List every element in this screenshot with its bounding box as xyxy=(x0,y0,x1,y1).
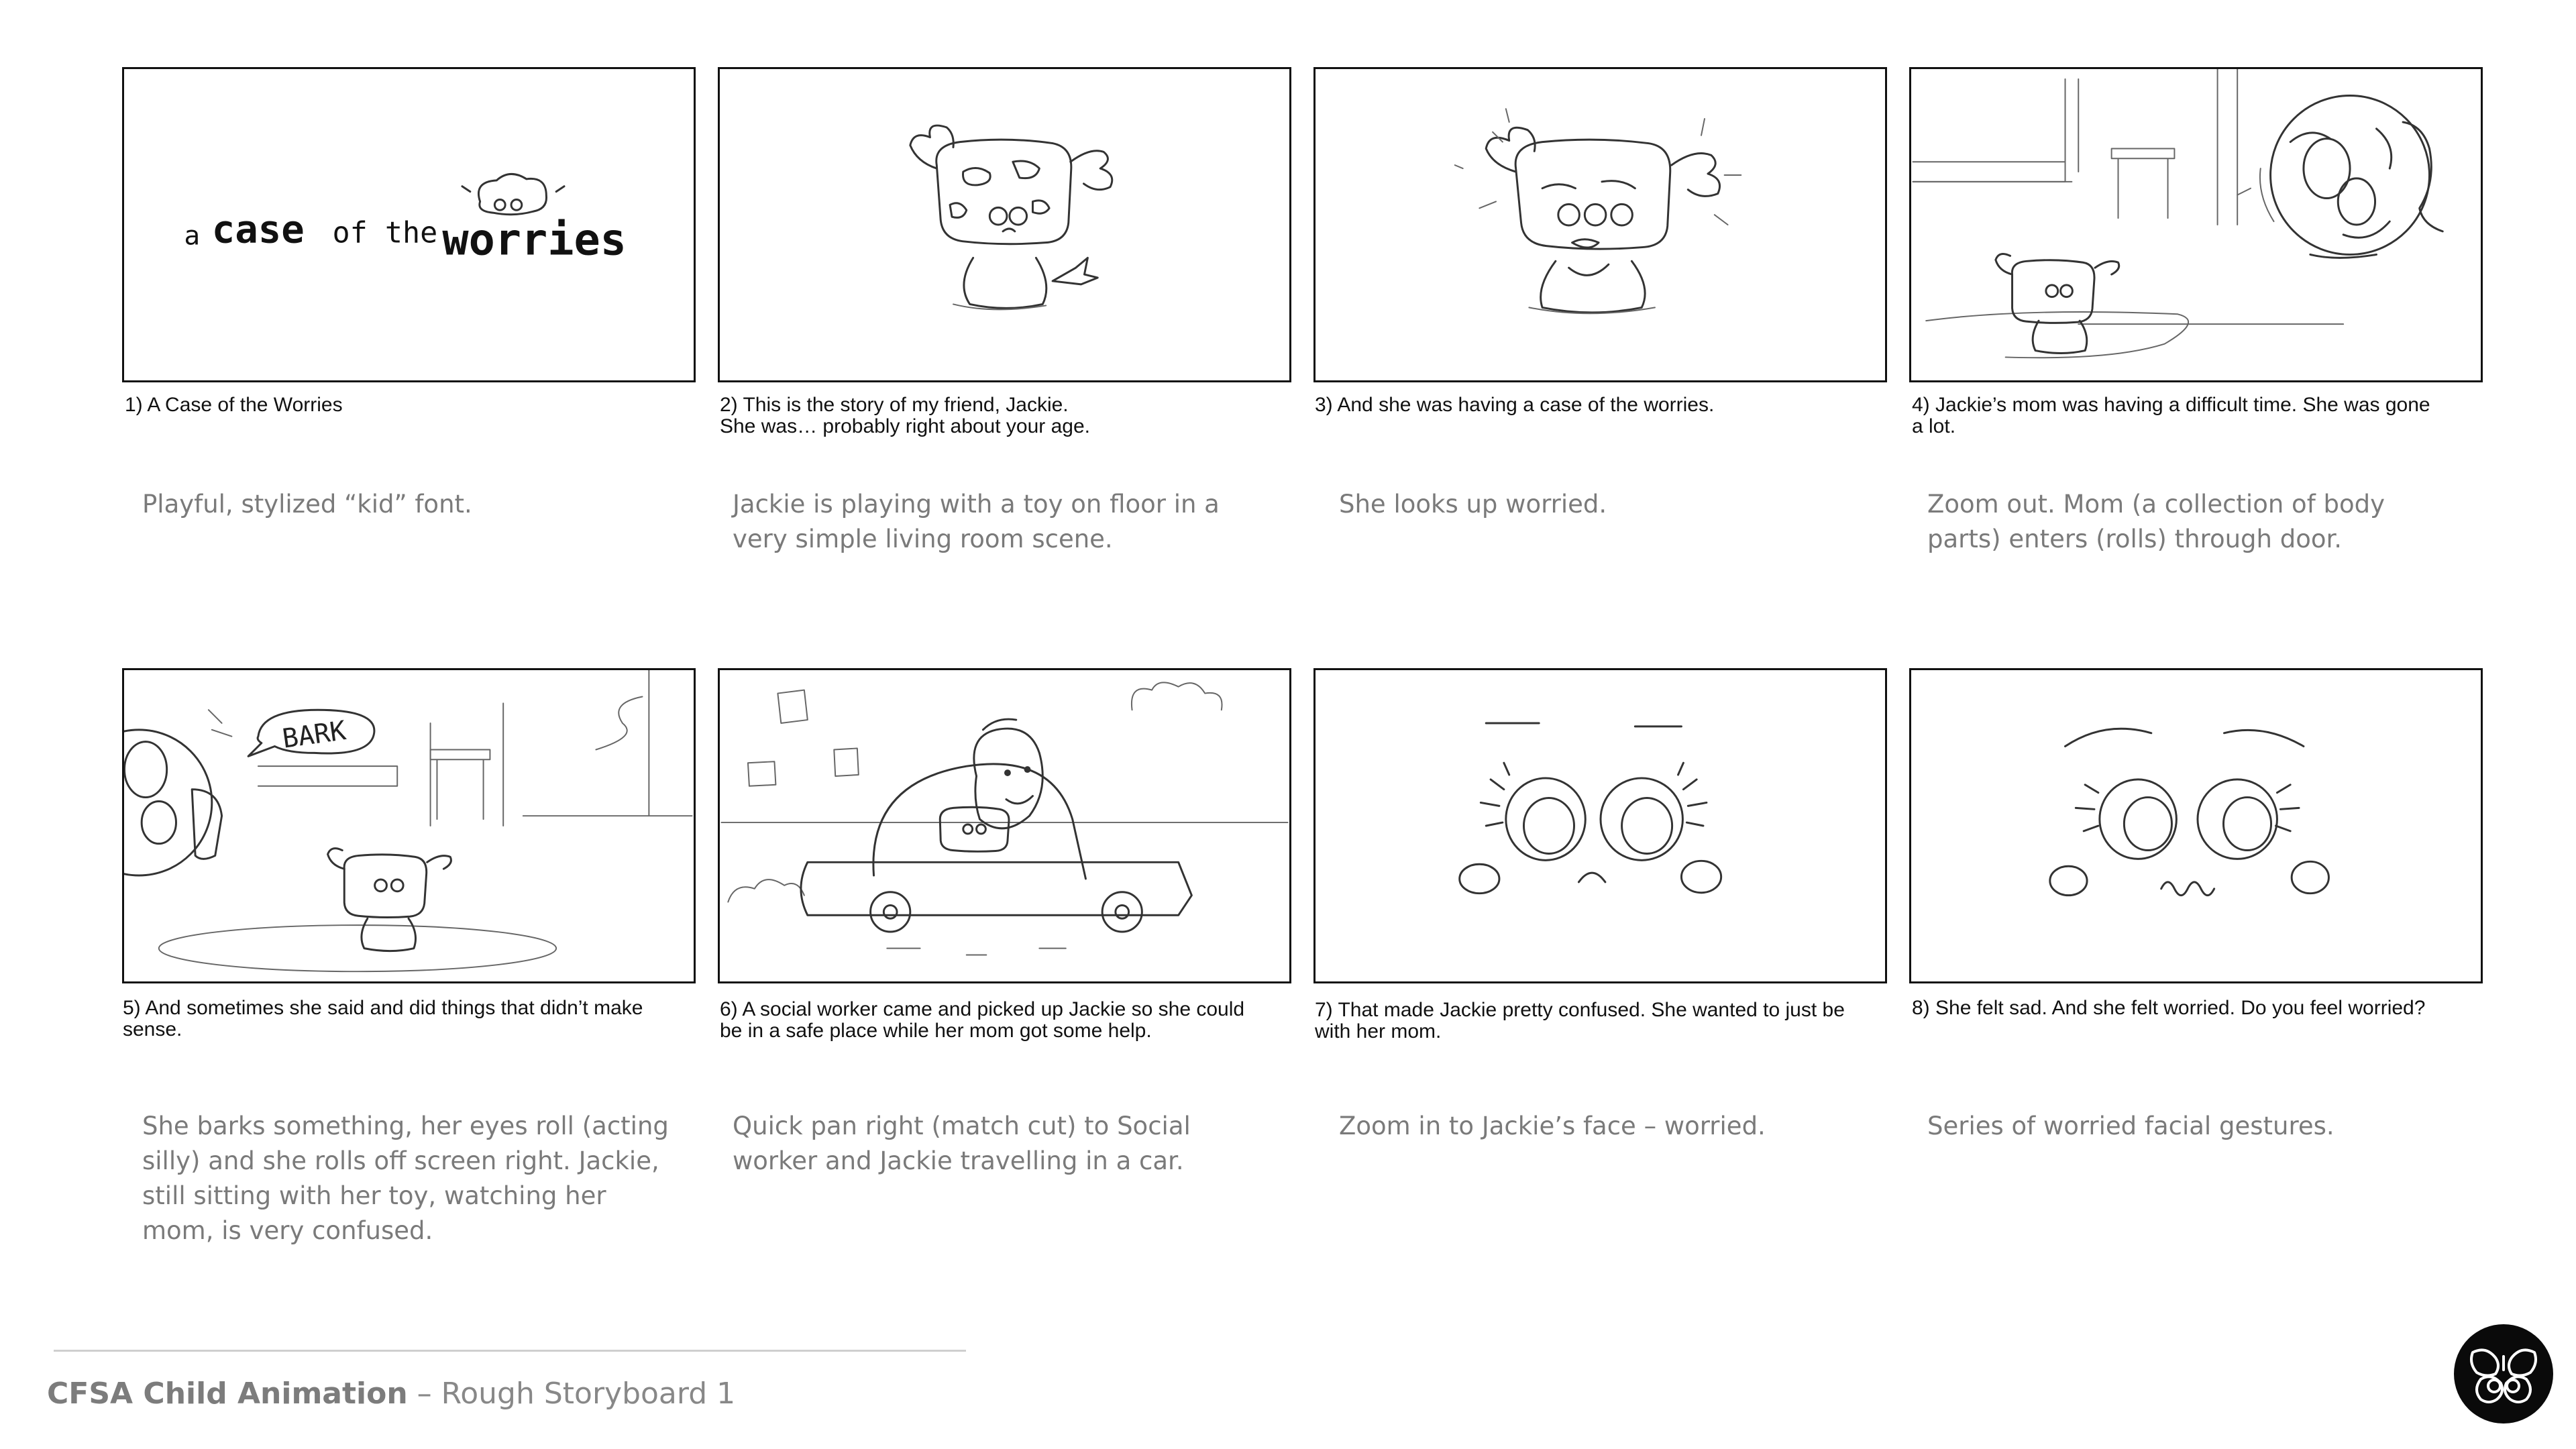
jackie-closeup-sketch xyxy=(1316,670,1885,981)
panel-6-note: Quick pan right (match cut) to Social worker and Jackie travelling in a car. xyxy=(733,1112,1191,1175)
worried-face-closeup xyxy=(1460,723,1721,894)
jackie-small-icon xyxy=(1996,254,2119,354)
mom-ball-icon xyxy=(2237,95,2443,258)
mini-character-icon xyxy=(462,174,564,214)
car-icon xyxy=(801,764,1191,955)
storyboard-panel-1 xyxy=(122,67,696,382)
footer-project-name: CFSA Child Animation xyxy=(47,1377,408,1411)
title-word-worries: worries xyxy=(442,215,627,266)
panel-3-caption: 3) And she was having a case of the worries. xyxy=(1315,394,1715,416)
storyboard-panel-7 xyxy=(1313,668,1887,983)
title-word-case: case xyxy=(211,207,305,252)
panel-5-note: She barks something, her eyes roll (acting silly) and she rolls off screen right. Jackie, still sitting with her toy, watching her mom, is very confused. xyxy=(142,1112,669,1245)
panel-6-caption: 6) A social worker came and picked up Jackie so she could be in a safe place while her mom got some help. xyxy=(720,998,1245,1042)
jackie-in-car-icon xyxy=(940,807,1009,851)
panel-2-note: Jackie is playing with a toy on floor in a very simple living room scene. xyxy=(733,490,1220,553)
title-word-a: a xyxy=(184,220,201,252)
panel-8-caption: 8) She felt sad. And she felt worried. Do you feel worried? xyxy=(1912,997,2426,1019)
jackie-worried-icon xyxy=(1455,109,1741,313)
panel-4-note: Zoom out. Mom (a collection of body parts) enters (rolls) through door. xyxy=(1927,490,2385,553)
panel-1-caption: 1) A Case of the Worries xyxy=(125,394,343,416)
bark-speech-bubble xyxy=(209,710,374,756)
footer-subtitle: – Rough Storyboard 1 xyxy=(407,1377,736,1411)
panel-1-note: Playful, stylized “kid” font. xyxy=(142,490,472,519)
bark-text: BARK xyxy=(280,714,348,755)
panel-3-note: She looks up worried. xyxy=(1339,490,1607,519)
mom-barks-sketch xyxy=(124,670,694,981)
mom-enters-sketch xyxy=(1911,69,2481,380)
storyboard-panel-3 xyxy=(1313,67,1887,382)
panel-8-note: Series of worried facial gestures. xyxy=(1927,1112,2334,1140)
title-word-of-the: of the xyxy=(332,216,438,250)
storyboard-panel-2 xyxy=(718,67,1291,382)
cfsa-logo-icon xyxy=(2454,1324,2553,1424)
panel-2-caption: 2) This is the story of my friend, Jackie. She was… probably right about your age. xyxy=(720,394,1090,437)
title-card-sketch xyxy=(124,69,694,380)
city-background xyxy=(721,682,1287,902)
storyboard-panel-5 xyxy=(122,668,696,983)
panel-5-caption: 5) And sometimes she said and did things that didn’t make sense. xyxy=(123,997,643,1040)
living-room-background xyxy=(159,670,692,971)
sad-face-closeup xyxy=(2050,729,2329,895)
living-room-background xyxy=(1913,69,2343,358)
panel-7-note: Zoom in to Jackie’s face – worried. xyxy=(1339,1112,1766,1140)
jackie-character-icon xyxy=(910,125,1112,309)
worried-gestures-sketch xyxy=(1911,670,2481,981)
jackie-playing-sketch xyxy=(720,69,1289,380)
footer-divider xyxy=(54,1350,966,1352)
storyboard-panel-6 xyxy=(718,668,1291,983)
storyboard-panel-8 xyxy=(1909,668,2483,983)
footer-title xyxy=(47,1377,735,1411)
jackie-small-icon xyxy=(328,849,451,951)
panel-7-caption: 7) That made Jackie pretty confused. She wanted to just be with her mom. xyxy=(1315,999,1845,1042)
storyboard-panel-4 xyxy=(1909,67,2483,382)
social-worker-icon xyxy=(974,719,1042,828)
car-ride-sketch xyxy=(720,670,1289,981)
jackie-worried-sketch xyxy=(1316,69,1885,380)
panel-4-caption: 4) Jackie’s mom was having a difficult time. She was gone a lot. xyxy=(1912,394,2430,437)
